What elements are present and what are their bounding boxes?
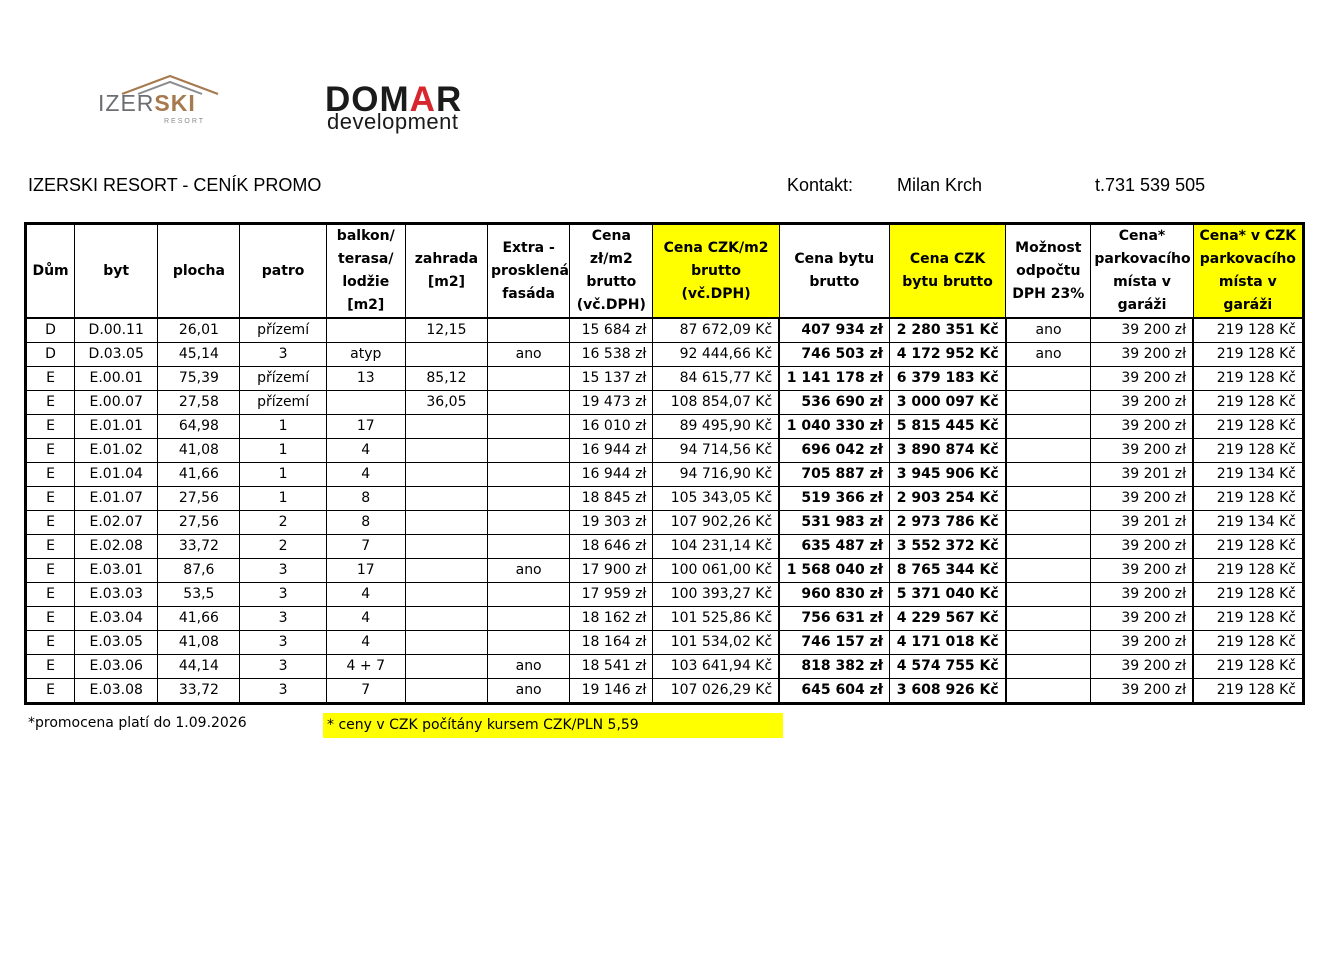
table-row (26, 343, 1304, 367)
table-cell: 15 137 zł (570, 367, 653, 391)
table-cell: 219 128 Kč (1193, 583, 1303, 607)
table-cell: E (26, 391, 75, 415)
table-cell: 4 171 018 Kč (889, 631, 1005, 655)
table-row (26, 631, 1304, 655)
table-cell: 219 128 Kč (1193, 415, 1303, 439)
table-cell: 53,5 (158, 583, 240, 607)
table-cell (1006, 583, 1091, 607)
table-cell: 17 959 zł (570, 583, 653, 607)
table-cell (488, 367, 570, 391)
table-cell (488, 583, 570, 607)
table-cell: E.03.04 (75, 607, 158, 631)
table-cell: 75,39 (158, 367, 240, 391)
table-cell (405, 463, 487, 487)
table-cell: 101 534,02 Kč (653, 631, 779, 655)
table-cell (488, 631, 570, 655)
column-header: Extra - prosklená fasáda (488, 224, 570, 319)
table-cell: 107 902,26 Kč (653, 511, 779, 535)
table-cell: 219 128 Kč (1193, 679, 1303, 704)
table-cell: 219 128 Kč (1193, 391, 1303, 415)
table-cell: 219 128 Kč (1193, 318, 1303, 343)
table-cell: 39 200 zł (1091, 415, 1193, 439)
izerski-wordmark: IZERSKI (98, 90, 196, 116)
table-cell (488, 487, 570, 511)
table-cell: 531 983 zł (779, 511, 889, 535)
table-cell: 407 934 zł (779, 318, 889, 343)
table-cell (405, 607, 487, 631)
table-cell (405, 559, 487, 583)
table-cell: 41,08 (158, 631, 240, 655)
izerski-resort-subtitle: RESORT (164, 118, 206, 125)
table-cell: 18 541 zł (570, 655, 653, 679)
table-cell: E.03.06 (75, 655, 158, 679)
column-header: Cena bytu brutto (779, 224, 889, 319)
table-cell: 746 503 zł (779, 343, 889, 367)
table-cell: 33,72 (158, 679, 240, 704)
table-cell: 3 (240, 679, 326, 704)
table-cell: 219 128 Kč (1193, 631, 1303, 655)
table-cell: 16 010 zł (570, 415, 653, 439)
table-cell: ano (488, 559, 570, 583)
column-header: Možnost odpočtu DPH 23% (1006, 224, 1091, 319)
contact-phone: t.731 539 505 (1095, 175, 1206, 195)
table-cell: 756 631 zł (779, 607, 889, 631)
table-cell: 18 646 zł (570, 535, 653, 559)
table-cell (1006, 367, 1091, 391)
table-cell (488, 318, 570, 343)
table-cell: 103 641,94 Kč (653, 655, 779, 679)
table-cell: 219 128 Kč (1193, 559, 1303, 583)
table-cell: 39 200 zł (1091, 535, 1193, 559)
table-cell: 17 (326, 559, 405, 583)
table-cell: 13 (326, 367, 405, 391)
table-cell: E.01.02 (75, 439, 158, 463)
table-cell: 219 128 Kč (1193, 343, 1303, 367)
table-cell: 3 945 906 Kč (889, 463, 1005, 487)
table-cell: E.03.05 (75, 631, 158, 655)
table-cell (488, 511, 570, 535)
table-cell: 19 303 zł (570, 511, 653, 535)
table-cell (405, 511, 487, 535)
table-cell: 39 201 zł (1091, 463, 1193, 487)
table-cell: 4 229 567 Kč (889, 607, 1005, 631)
table-cell: D.00.11 (75, 318, 158, 343)
table-row (26, 463, 1304, 487)
table-cell (405, 583, 487, 607)
table-cell: E (26, 631, 75, 655)
table-body (26, 318, 1304, 704)
table-cell: E (26, 439, 75, 463)
table-cell: 39 200 zł (1091, 679, 1193, 704)
table-cell: 26,01 (158, 318, 240, 343)
table-cell (1006, 655, 1091, 679)
table-cell: 960 830 zł (779, 583, 889, 607)
table-cell: 18 164 zł (570, 631, 653, 655)
contact-label: Kontakt: (787, 175, 854, 195)
column-header-highlighted: Cena* v CZK parkovacího místa v garáži (1193, 224, 1303, 319)
table-cell (1006, 487, 1091, 511)
table-cell: 219 128 Kč (1193, 607, 1303, 631)
column-header: zahrada [m2] (405, 224, 487, 319)
table-cell: 39 200 zł (1091, 318, 1193, 343)
table-cell (488, 415, 570, 439)
table-cell: 746 157 zł (779, 631, 889, 655)
table-row (26, 511, 1304, 535)
table-cell (1006, 439, 1091, 463)
table-cell (326, 391, 405, 415)
table-cell (1006, 631, 1091, 655)
table-cell: 17 900 zł (570, 559, 653, 583)
promo-validity-note: *promocena platí do 1.09.2026 (28, 715, 247, 731)
table-cell: 45,14 (158, 343, 240, 367)
column-header: Dům (26, 224, 75, 319)
table-cell: 39 200 zł (1091, 607, 1193, 631)
table-cell: 27,58 (158, 391, 240, 415)
table-cell: 92 444,66 Kč (653, 343, 779, 367)
table-cell: 39 200 zł (1091, 487, 1193, 511)
table-cell: 696 042 zł (779, 439, 889, 463)
column-header: Cena zł/m2 brutto (vč.DPH) (570, 224, 653, 319)
table-cell: E (26, 679, 75, 704)
table-cell: 15 684 zł (570, 318, 653, 343)
table-cell: 2 973 786 Kč (889, 511, 1005, 535)
table-cell: E.02.08 (75, 535, 158, 559)
table-cell: 94 716,90 Kč (653, 463, 779, 487)
table-cell: E.00.01 (75, 367, 158, 391)
table-cell: 1 141 178 zł (779, 367, 889, 391)
table-cell: 16 944 zł (570, 439, 653, 463)
table-cell: 219 128 Kč (1193, 439, 1303, 463)
table-cell: E.01.07 (75, 487, 158, 511)
table-cell: 105 343,05 Kč (653, 487, 779, 511)
column-header-highlighted: Cena CZK bytu brutto (889, 224, 1005, 319)
table-row (26, 583, 1304, 607)
table-cell: 107 026,29 Kč (653, 679, 779, 704)
column-header: plocha (158, 224, 240, 319)
contact-name: Milan Krch (897, 175, 983, 195)
table-cell (488, 391, 570, 415)
table-cell: 3 890 874 Kč (889, 439, 1005, 463)
column-header: byt (75, 224, 158, 319)
table-cell: 27,56 (158, 511, 240, 535)
table-cell: 3 552 372 Kč (889, 535, 1005, 559)
table-cell: atyp (326, 343, 405, 367)
table-cell: 2 (240, 511, 326, 535)
table-row (26, 535, 1304, 559)
table-cell: 7 (326, 535, 405, 559)
table-cell (1006, 511, 1091, 535)
table-cell: 33,72 (158, 535, 240, 559)
table-cell: 2 903 254 Kč (889, 487, 1005, 511)
table-cell: 1 (240, 487, 326, 511)
table-cell: 3 (240, 583, 326, 607)
price-table (24, 222, 1305, 705)
table-cell (405, 679, 487, 704)
table-cell: 12,15 (405, 318, 487, 343)
table-cell: 3 (240, 607, 326, 631)
table-cell: přízemí (240, 318, 326, 343)
exchange-rate-note: * ceny v CZK počítány kursem CZK/PLN 5,59 (323, 713, 783, 738)
table-cell: 705 887 zł (779, 463, 889, 487)
table-cell: 219 128 Kč (1193, 487, 1303, 511)
column-header: Cena* parkovacího místa v garáži (1091, 224, 1193, 319)
table-cell: 87 672,09 Kč (653, 318, 779, 343)
table-cell: 219 128 Kč (1193, 535, 1303, 559)
table-cell: 39 200 zł (1091, 559, 1193, 583)
table-cell: D (26, 318, 75, 343)
table-cell: 16 944 zł (570, 463, 653, 487)
table-cell: 104 231,14 Kč (653, 535, 779, 559)
table-cell: 8 (326, 487, 405, 511)
table-cell: ano (488, 343, 570, 367)
table-cell: 3 608 926 Kč (889, 679, 1005, 704)
table-cell: E (26, 655, 75, 679)
table-cell: 635 487 zł (779, 535, 889, 559)
table-cell: E (26, 367, 75, 391)
table-cell: 39 200 zł (1091, 439, 1193, 463)
price-list-title: IZERSKI RESORT - CENÍK PROMO (28, 175, 322, 195)
table-cell: 89 495,90 Kč (653, 415, 779, 439)
table-cell: ano (1006, 318, 1091, 343)
table-cell: ano (488, 655, 570, 679)
table-cell: 39 200 zł (1091, 367, 1193, 391)
table-cell: E (26, 559, 75, 583)
table-cell: 39 200 zł (1091, 631, 1193, 655)
table-cell: 4 (326, 439, 405, 463)
table-cell: 39 200 zł (1091, 391, 1193, 415)
table-cell: E.01.01 (75, 415, 158, 439)
table-cell: přízemí (240, 367, 326, 391)
table-cell: E (26, 511, 75, 535)
table-cell: 536 690 zł (779, 391, 889, 415)
table-cell: 1 040 330 zł (779, 415, 889, 439)
table-cell: 27,56 (158, 487, 240, 511)
table-row (26, 391, 1304, 415)
table-cell (488, 463, 570, 487)
table-cell: 2 280 351 Kč (889, 318, 1005, 343)
table-cell: 39 201 zł (1091, 511, 1193, 535)
table-cell: 5 815 445 Kč (889, 415, 1005, 439)
table-cell: 4 (326, 607, 405, 631)
table-cell: 18 845 zł (570, 487, 653, 511)
table-cell (1006, 415, 1091, 439)
izerski-resort-logo (98, 74, 228, 130)
table-cell: 5 371 040 Kč (889, 583, 1005, 607)
table-cell: 39 200 zł (1091, 583, 1193, 607)
table-cell (1006, 391, 1091, 415)
table-cell: 8 (326, 511, 405, 535)
table-cell: 19 473 zł (570, 391, 653, 415)
table-cell: 7 (326, 679, 405, 704)
table-cell: E.00.07 (75, 391, 158, 415)
table-cell: E (26, 607, 75, 631)
table-cell: 8 765 344 Kč (889, 559, 1005, 583)
table-cell: 108 854,07 Kč (653, 391, 779, 415)
table-cell: E.03.01 (75, 559, 158, 583)
table-cell: 818 382 zł (779, 655, 889, 679)
table-cell: 41,66 (158, 463, 240, 487)
table-cell: D.03.05 (75, 343, 158, 367)
column-header: balkon/ terasa/ lodžie [m2] (326, 224, 405, 319)
table-cell: 4 (326, 463, 405, 487)
table-cell: 18 162 zł (570, 607, 653, 631)
table-cell: 44,14 (158, 655, 240, 679)
table-cell (488, 535, 570, 559)
domar-wordmark: DOMAR (325, 80, 463, 119)
table-cell: 3 (240, 655, 326, 679)
table-cell (488, 607, 570, 631)
table-cell: E (26, 583, 75, 607)
table-cell (405, 487, 487, 511)
table-cell: 100 061,00 Kč (653, 559, 779, 583)
table-cell (405, 439, 487, 463)
table-cell: E.03.03 (75, 583, 158, 607)
table-cell (405, 631, 487, 655)
table-cell: 219 128 Kč (1193, 367, 1303, 391)
table-row (26, 318, 1304, 343)
table-cell: 85,12 (405, 367, 487, 391)
table-cell (1006, 559, 1091, 583)
table-cell: 64,98 (158, 415, 240, 439)
domar-subtitle: development (327, 109, 459, 134)
table-cell: 219 134 Kč (1193, 511, 1303, 535)
table-cell: 87,6 (158, 559, 240, 583)
table-cell: 519 366 zł (779, 487, 889, 511)
table-cell: 2 (240, 535, 326, 559)
table-cell (405, 655, 487, 679)
table-row (26, 559, 1304, 583)
table-cell (405, 343, 487, 367)
table-cell: 4 172 952 Kč (889, 343, 1005, 367)
table-cell: E (26, 487, 75, 511)
table-cell: E.03.08 (75, 679, 158, 704)
table-cell: 3 000 097 Kč (889, 391, 1005, 415)
table-cell: E (26, 535, 75, 559)
table-cell: 1 568 040 zł (779, 559, 889, 583)
table-cell: 41,66 (158, 607, 240, 631)
table-cell: E.02.07 (75, 511, 158, 535)
table-cell: D (26, 343, 75, 367)
column-header-highlighted: Cena CZK/m2 brutto (vč.DPH) (653, 224, 779, 319)
table-cell (1006, 535, 1091, 559)
table-cell: 39 200 zł (1091, 343, 1193, 367)
table-row (26, 655, 1304, 679)
table-header-row (26, 224, 1304, 319)
table-cell (1006, 463, 1091, 487)
table-cell: 219 134 Kč (1193, 463, 1303, 487)
table-cell: 1 (240, 415, 326, 439)
table-row (26, 607, 1304, 631)
table-row (26, 415, 1304, 439)
table-row (26, 439, 1304, 463)
table-cell: 645 604 zł (779, 679, 889, 704)
table-cell: 3 (240, 343, 326, 367)
table-cell: 16 538 zł (570, 343, 653, 367)
table-cell: 41,08 (158, 439, 240, 463)
table-cell: 4 + 7 (326, 655, 405, 679)
column-header: patro (240, 224, 326, 319)
table-cell: E (26, 463, 75, 487)
table-cell: 3 (240, 559, 326, 583)
table-cell (405, 415, 487, 439)
table-cell: 4 (326, 583, 405, 607)
table-cell: 1 (240, 439, 326, 463)
table-cell: 101 525,86 Kč (653, 607, 779, 631)
table-cell: 36,05 (405, 391, 487, 415)
table-cell: 4 574 755 Kč (889, 655, 1005, 679)
table-cell (1006, 679, 1091, 704)
table-cell: 4 (326, 631, 405, 655)
table-cell: 17 (326, 415, 405, 439)
table-cell (488, 439, 570, 463)
table-cell: 84 615,77 Kč (653, 367, 779, 391)
table-cell (326, 318, 405, 343)
domar-development-logo (325, 82, 525, 136)
table-cell: 39 200 zł (1091, 655, 1193, 679)
table-cell: 3 (240, 631, 326, 655)
table-cell: 6 379 183 Kč (889, 367, 1005, 391)
table-cell: 19 146 zł (570, 679, 653, 704)
table-cell (405, 535, 487, 559)
table-cell: ano (488, 679, 570, 704)
table-cell: E (26, 415, 75, 439)
table-cell: 219 128 Kč (1193, 655, 1303, 679)
table-cell: ano (1006, 343, 1091, 367)
table-cell: E.01.04 (75, 463, 158, 487)
table-cell: 94 714,56 Kč (653, 439, 779, 463)
table-row (26, 367, 1304, 391)
table-cell: přízemí (240, 391, 326, 415)
table-cell: 100 393,27 Kč (653, 583, 779, 607)
table-cell: 1 (240, 463, 326, 487)
table-row (26, 679, 1304, 704)
table-row (26, 487, 1304, 511)
table-cell (1006, 607, 1091, 631)
